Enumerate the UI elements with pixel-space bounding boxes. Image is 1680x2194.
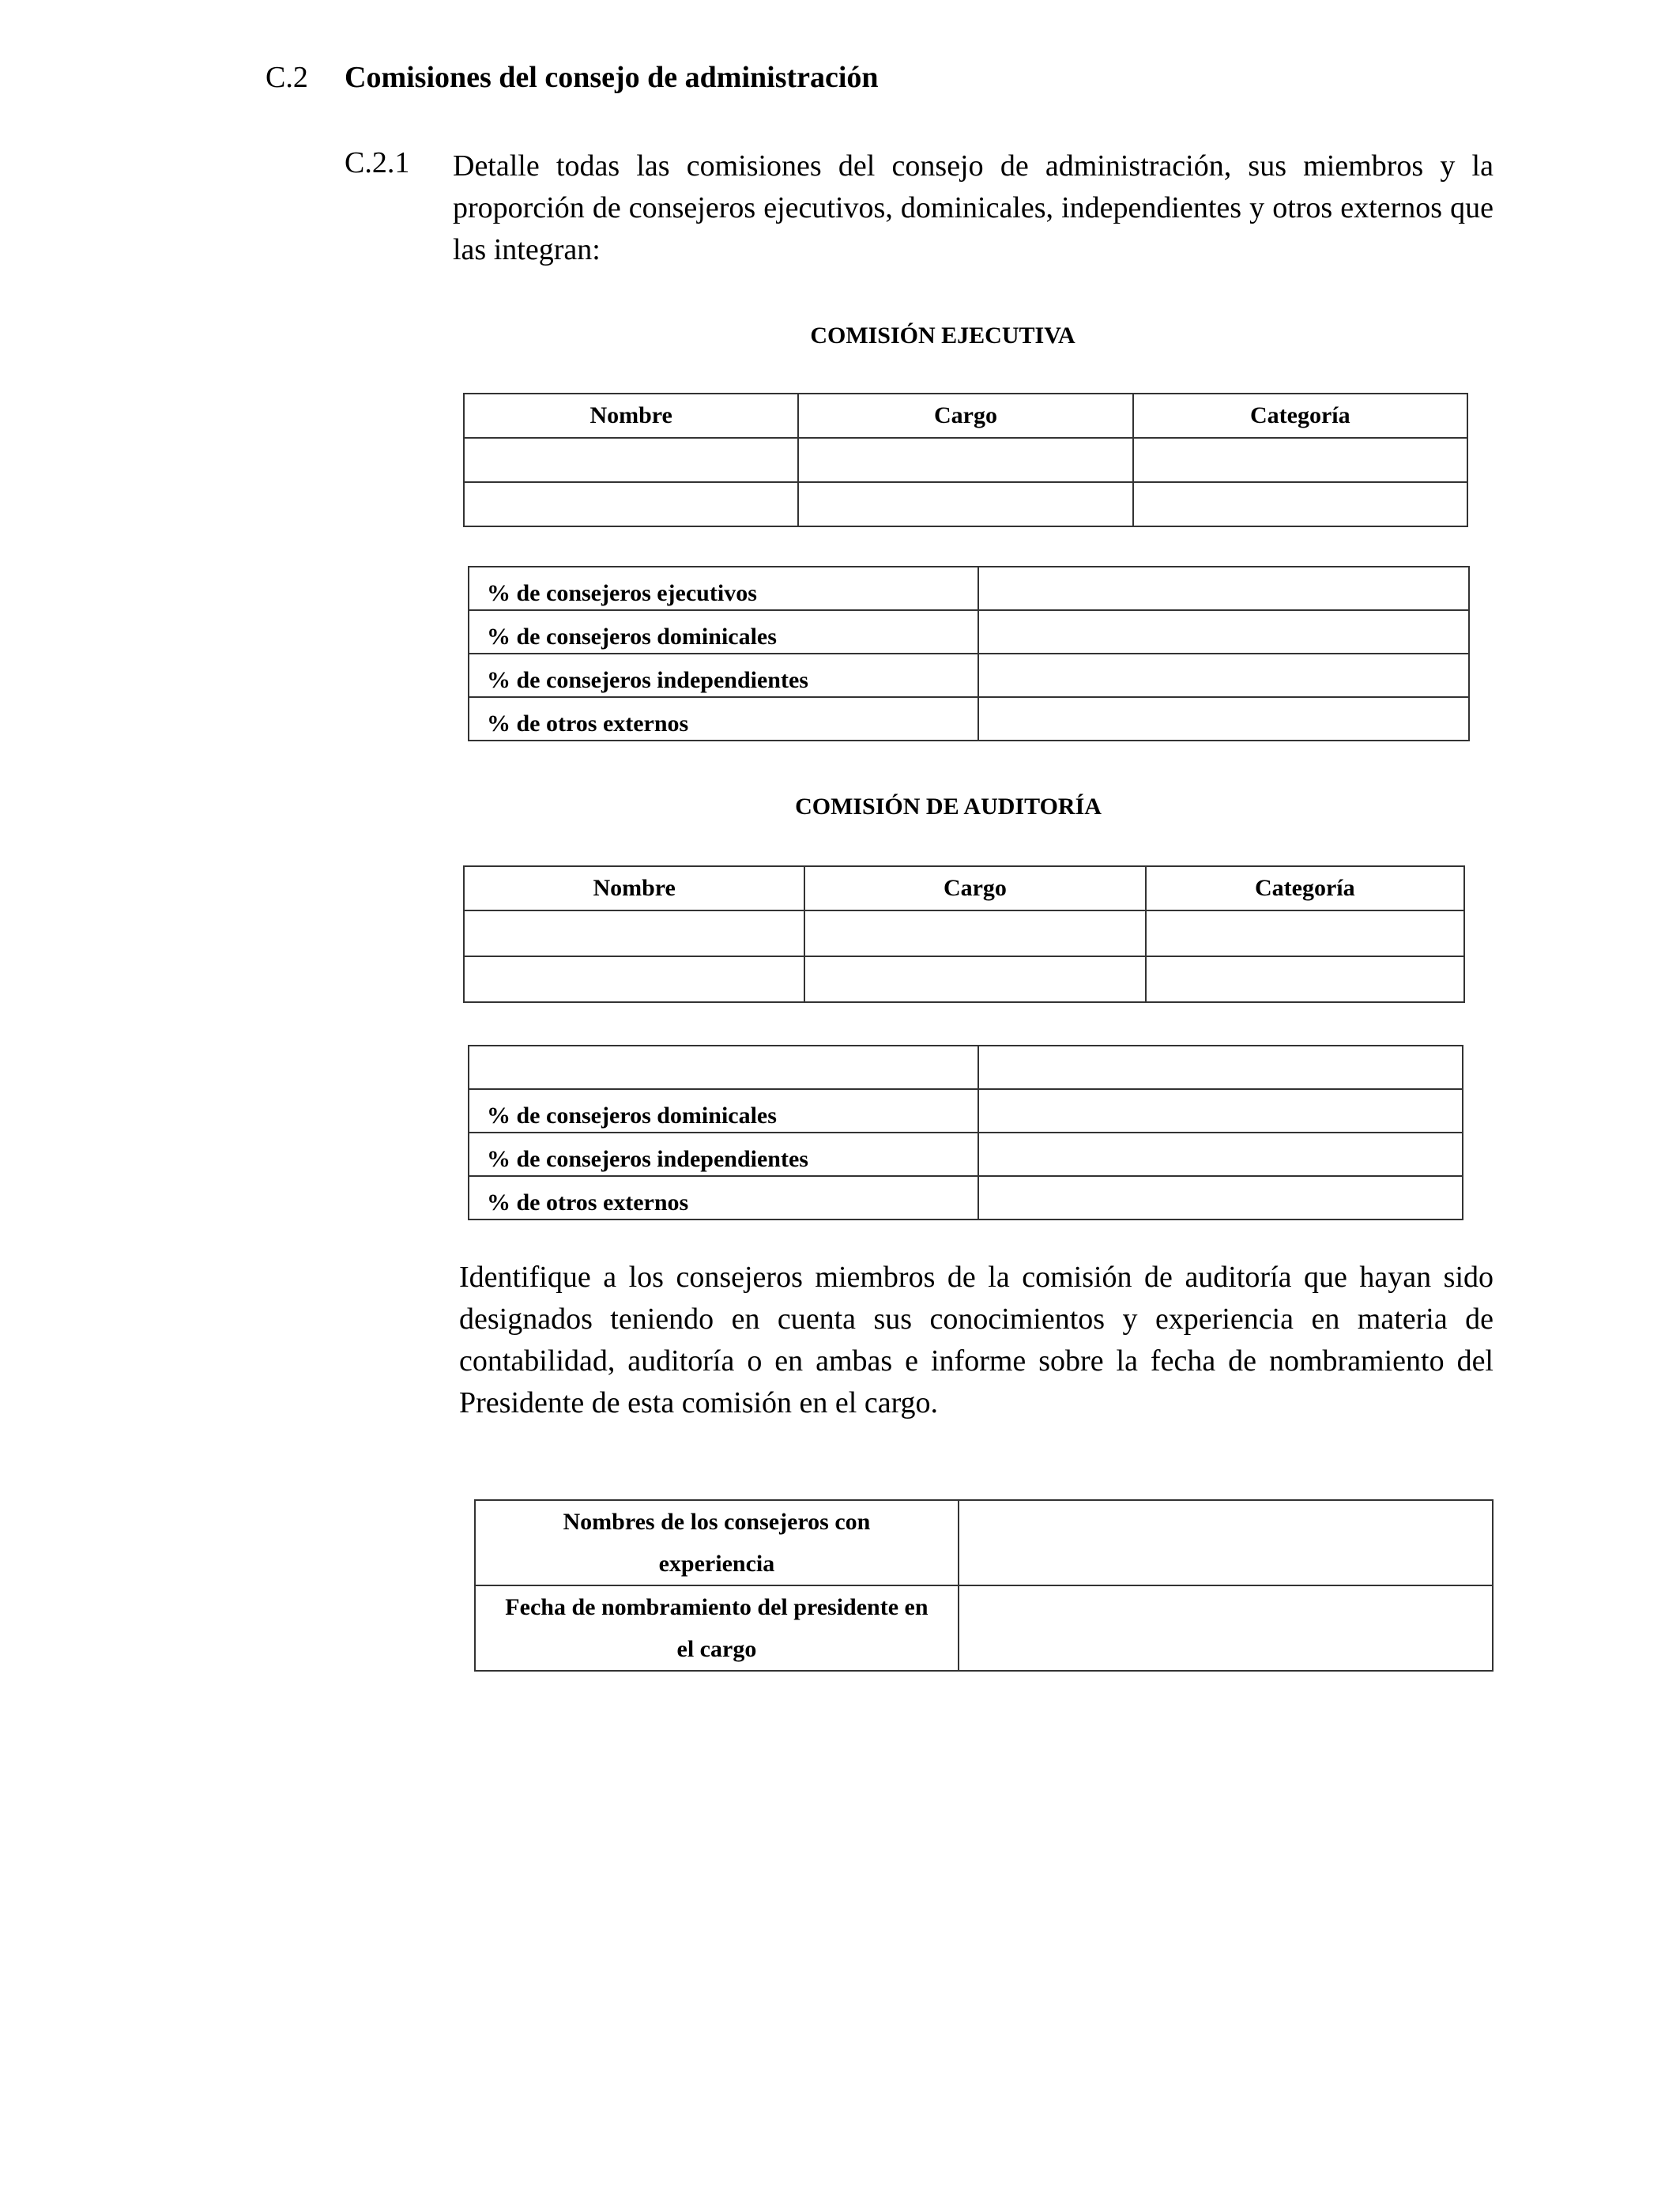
table-cell[interactable] xyxy=(1146,956,1464,1002)
pct-label: % de otros externos xyxy=(469,1176,978,1220)
subsection-text: Detalle todas las comisiones del consejo de administración, sus miembros y la proporción de consejeros ejecutivos, dominicales, independientes y otros externos que las integran: xyxy=(453,149,1494,266)
pct-value-cell[interactable] xyxy=(978,1089,1463,1133)
table-cell[interactable] xyxy=(1133,438,1467,482)
table-cell[interactable] xyxy=(1146,910,1464,956)
table-row xyxy=(469,567,1469,610)
table-row xyxy=(464,482,1467,526)
table-header-row xyxy=(464,394,1467,438)
pct-value-cell[interactable] xyxy=(978,697,1469,741)
pct-label: % de consejeros independientes xyxy=(469,654,978,697)
table-row xyxy=(464,956,1464,1002)
table-cell[interactable] xyxy=(804,910,1145,956)
column-header-cargo: Cargo xyxy=(804,866,1145,910)
subsection-number: C.2.1 xyxy=(345,146,410,179)
pct-value-cell[interactable] xyxy=(978,654,1469,697)
pct-value-cell[interactable] xyxy=(978,1133,1463,1176)
section-title: Comisiones del consejo de administración xyxy=(345,61,879,94)
column-header-nombre: Nombre xyxy=(464,394,798,438)
column-header-cargo: Cargo xyxy=(798,394,1132,438)
pct-value-cell[interactable] xyxy=(978,610,1469,654)
pct-label xyxy=(469,1046,978,1089)
table-row xyxy=(464,910,1464,956)
column-header-nombre: Nombre xyxy=(464,866,804,910)
table-cell[interactable] xyxy=(804,956,1145,1002)
column-header-categoria: Categoría xyxy=(1146,866,1464,910)
table-cell[interactable] xyxy=(464,438,798,482)
column-header-categoria: Categoría xyxy=(1133,394,1467,438)
table-cell[interactable] xyxy=(464,482,798,526)
table-cell[interactable] xyxy=(798,438,1132,482)
pct-value-cell[interactable] xyxy=(978,1046,1463,1089)
president-appointment-date-label: Fecha de nombramiento del presidente en el cargo xyxy=(475,1585,959,1671)
ejecutiva-caption: COMISIÓN EJECUTIVA xyxy=(810,322,1075,349)
experienced-members-value-cell[interactable] xyxy=(959,1500,1493,1585)
pct-label: % de consejeros dominicales xyxy=(469,1089,978,1133)
president-appointment-date-value-cell[interactable] xyxy=(959,1585,1493,1671)
table-row xyxy=(475,1585,1493,1671)
table-row xyxy=(469,697,1469,741)
table-row xyxy=(469,1089,1463,1133)
experienced-members-label: Nombres de los consejeros con experiencia xyxy=(475,1500,959,1585)
table-header-row xyxy=(464,866,1464,910)
table-cell[interactable] xyxy=(464,956,804,1002)
table-row xyxy=(469,1046,1463,1089)
pct-label: % de consejeros independientes xyxy=(469,1133,978,1176)
auditoria-percentage-table xyxy=(468,1045,1463,1220)
table-row xyxy=(469,1176,1463,1220)
audit-experience-paragraph: Identifique a los consejeros miembros de la comisión de auditoría que hayan sido designados teniendo en cuenta sus conocimientos y experiencia en materia de contabilidad, auditoría o en ambas e informe sobre la fecha de nombramiento del Presidente de esta comisión en el cargo. xyxy=(459,1261,1494,1419)
table-cell[interactable] xyxy=(464,910,804,956)
ejecutiva-members-table xyxy=(463,393,1468,527)
table-row xyxy=(469,610,1469,654)
pct-value-cell[interactable] xyxy=(978,567,1469,610)
pct-value-cell[interactable] xyxy=(978,1176,1463,1220)
table-row xyxy=(464,438,1467,482)
table-row xyxy=(475,1500,1493,1585)
section-number: C.2 xyxy=(266,61,308,94)
table-row xyxy=(469,654,1469,697)
pct-label: % de otros externos xyxy=(469,697,978,741)
table-cell[interactable] xyxy=(798,482,1132,526)
auditoria-members-table xyxy=(463,865,1465,1003)
table-cell[interactable] xyxy=(1133,482,1467,526)
experience-table xyxy=(474,1499,1494,1672)
auditoria-caption: COMISIÓN DE AUDITORÍA xyxy=(795,794,1102,820)
pct-label: % de consejeros ejecutivos xyxy=(469,567,978,610)
ejecutiva-percentage-table xyxy=(468,566,1470,741)
pct-label: % de consejeros dominicales xyxy=(469,610,978,654)
table-row xyxy=(469,1133,1463,1176)
